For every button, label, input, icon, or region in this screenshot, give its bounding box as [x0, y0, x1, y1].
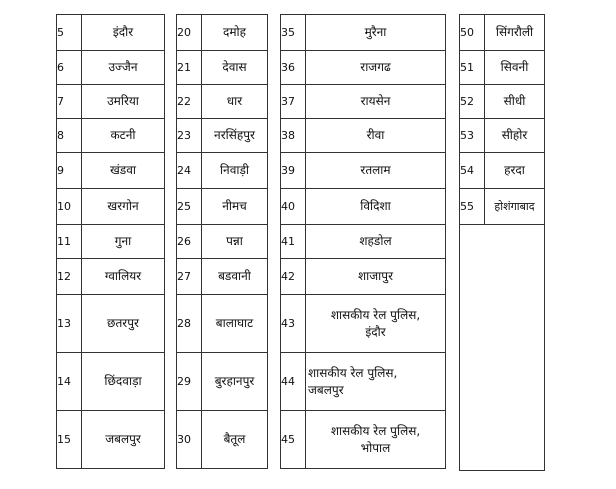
table-row-blank [460, 225, 545, 471]
empty-cell [460, 225, 545, 471]
serial-number: 38 [281, 119, 306, 153]
district-name: उमरिया [82, 85, 165, 119]
district-name: मुरैना [306, 15, 446, 51]
serial-number: 30 [177, 411, 202, 469]
serial-number: 42 [281, 259, 306, 295]
district-name: होशंगाबाद [485, 189, 545, 225]
table-row [460, 85, 545, 119]
serial-number: 52 [460, 85, 485, 119]
serial-number: 55 [460, 189, 485, 225]
district-name: सिवनी [485, 51, 545, 85]
table-row [57, 85, 165, 119]
district-name: ग्वालियर [82, 259, 165, 295]
serial-number: 50 [460, 15, 485, 51]
serial-number: 7 [57, 85, 82, 119]
district-name: विदिशा [306, 189, 446, 225]
table-row [57, 119, 165, 153]
serial-number: 36 [281, 51, 306, 85]
serial-number: 6 [57, 51, 82, 85]
district-name: शासकीय रेल पुलिस, भोपाल [306, 411, 446, 469]
serial-number: 27 [177, 259, 202, 295]
district-name: नीमच [202, 189, 268, 225]
table-row [57, 353, 165, 411]
serial-number: 26 [177, 225, 202, 259]
district-name: शाजापुर [306, 259, 446, 295]
table-row [281, 411, 446, 469]
table-row [177, 225, 268, 259]
table-row [281, 119, 446, 153]
district-name: हरदा [485, 153, 545, 189]
district-name: सिंगरौली [485, 15, 545, 51]
table-row [281, 85, 446, 119]
district-name: देवास [202, 51, 268, 85]
serial-number: 28 [177, 295, 202, 353]
serial-number: 8 [57, 119, 82, 153]
district-name: बालाघाट [202, 295, 268, 353]
district-name: खंडवा [82, 153, 165, 189]
district-name: सीहोर [485, 119, 545, 153]
district-table-col-1 [56, 14, 165, 469]
table-row [57, 225, 165, 259]
district-name: शहडोल [306, 225, 446, 259]
district-name: रायसेन [306, 85, 446, 119]
serial-number: 53 [460, 119, 485, 153]
district-name: कटनी [82, 119, 165, 153]
district-name: बुरहानपुर [202, 353, 268, 411]
district-name: निवाड़ी [202, 153, 268, 189]
serial-number: 44 [281, 353, 306, 411]
district-name: राजगढ [306, 51, 446, 85]
serial-number: 35 [281, 15, 306, 51]
table-row [177, 259, 268, 295]
table-row [177, 295, 268, 353]
district-name: उज्जैन [82, 51, 165, 85]
table-row [281, 153, 446, 189]
district-name: शासकीय रेल पुलिस, जबलपुर [306, 353, 446, 411]
serial-number: 12 [57, 259, 82, 295]
table-row [177, 189, 268, 225]
serial-number: 20 [177, 15, 202, 51]
table-row [460, 51, 545, 85]
district-name: रीवा [306, 119, 446, 153]
district-name: इंदौर [82, 15, 165, 51]
district-name: जबलपुर [82, 411, 165, 469]
serial-number: 11 [57, 225, 82, 259]
district-name: रतलाम [306, 153, 446, 189]
serial-number: 10 [57, 189, 82, 225]
district-name: छतरपुर [82, 295, 165, 353]
table-row [177, 51, 268, 85]
serial-number: 15 [57, 411, 82, 469]
table-row [460, 15, 545, 51]
table-row [177, 85, 268, 119]
table-row [57, 259, 165, 295]
district-name: बैतूल [202, 411, 268, 469]
district-name: शासकीय रेल पुलिस, इंदौर [306, 295, 446, 353]
serial-number: 5 [57, 15, 82, 51]
serial-number: 45 [281, 411, 306, 469]
table-row [57, 153, 165, 189]
table-row [281, 295, 446, 353]
district-table-col-2 [176, 14, 268, 469]
district-name: नरसिंहपुर [202, 119, 268, 153]
serial-number: 14 [57, 353, 82, 411]
table-row [281, 51, 446, 85]
table-row [177, 353, 268, 411]
serial-number: 24 [177, 153, 202, 189]
serial-number: 23 [177, 119, 202, 153]
serial-number: 51 [460, 51, 485, 85]
table-row [281, 259, 446, 295]
district-name: खरगोन [82, 189, 165, 225]
table-row [177, 153, 268, 189]
serial-number: 37 [281, 85, 306, 119]
table-row [57, 295, 165, 353]
serial-number: 22 [177, 85, 202, 119]
serial-number: 13 [57, 295, 82, 353]
table-row [460, 153, 545, 189]
table-row [57, 15, 165, 51]
district-name: सीधी [485, 85, 545, 119]
serial-number: 41 [281, 225, 306, 259]
district-name: धार [202, 85, 268, 119]
table-row [177, 119, 268, 153]
district-name: दमोह [202, 15, 268, 51]
table-row [460, 119, 545, 153]
district-name: बडवानी [202, 259, 268, 295]
table-row [57, 51, 165, 85]
table-row [460, 189, 545, 225]
table-row [57, 411, 165, 469]
district-table-col-4 [459, 14, 545, 471]
serial-number: 54 [460, 153, 485, 189]
serial-number: 29 [177, 353, 202, 411]
district-name: छिंदवाड़ा [82, 353, 165, 411]
table-row [281, 189, 446, 225]
table-row [57, 189, 165, 225]
serial-number: 9 [57, 153, 82, 189]
table-row [177, 411, 268, 469]
table-row [177, 15, 268, 51]
serial-number: 43 [281, 295, 306, 353]
serial-number: 40 [281, 189, 306, 225]
serial-number: 39 [281, 153, 306, 189]
serial-number: 21 [177, 51, 202, 85]
serial-number: 25 [177, 189, 202, 225]
table-row [281, 353, 446, 411]
district-table-col-3 [280, 14, 446, 469]
table-row [281, 15, 446, 51]
table-row [281, 225, 446, 259]
district-name: गुना [82, 225, 165, 259]
district-name: पन्ना [202, 225, 268, 259]
